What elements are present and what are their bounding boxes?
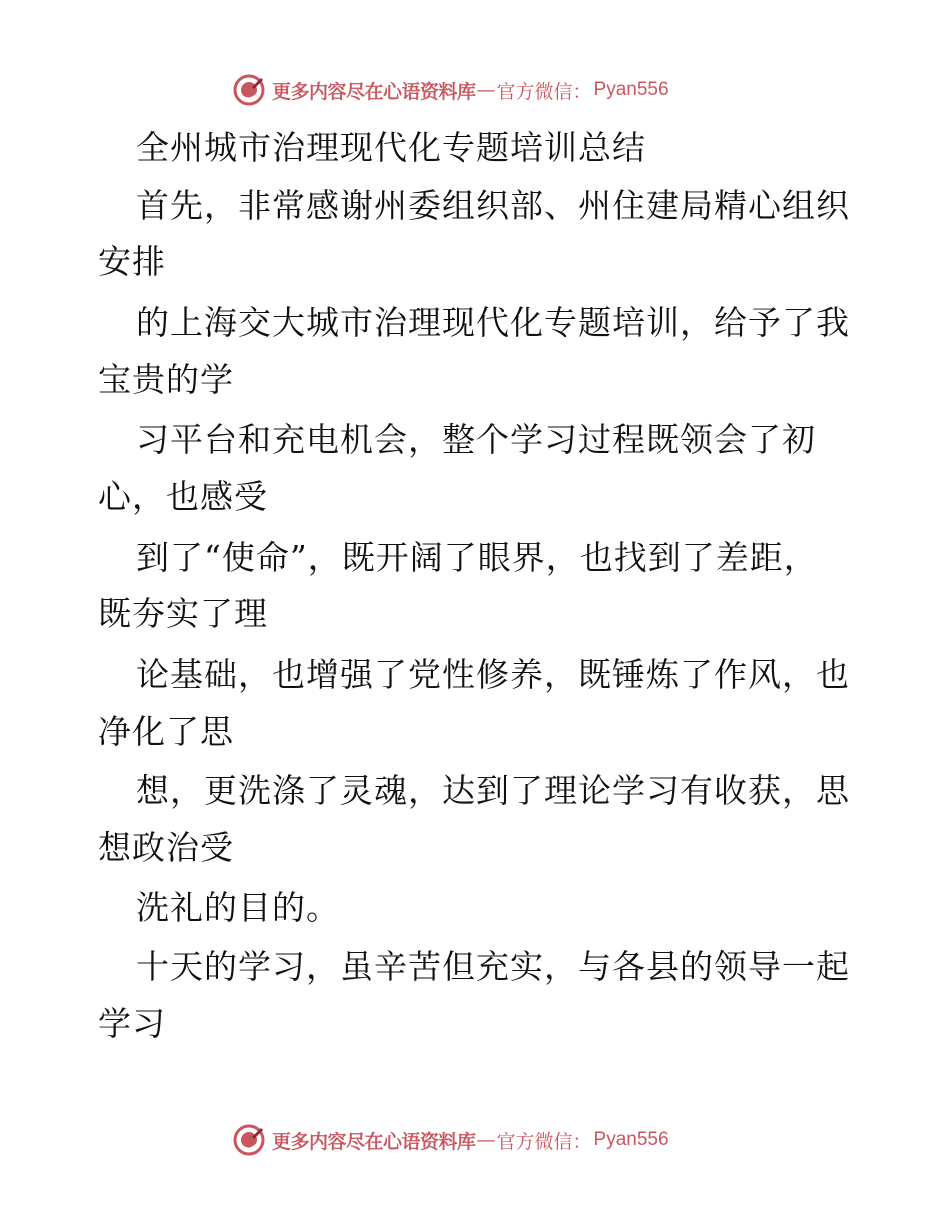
body-line: 想政治受: [98, 828, 234, 867]
footer-brand-text: 更多内容尽在心语资料库: [272, 1130, 476, 1153]
body-line: 论基础，也增强了党性修养，既锤炼了作风，也: [136, 655, 850, 694]
body-line: 到了“使命”，既开阔了眼界，也找到了差距，: [136, 538, 818, 577]
footer-dash: —: [476, 1129, 496, 1151]
body-line: 净化了思: [98, 712, 234, 751]
footer-wechat-id: Pyan556: [593, 1129, 669, 1150]
body-line: 心，也感受: [98, 477, 268, 516]
body-line: 想，更洗涤了灵魂，达到了理论学习有收获，思: [136, 771, 850, 810]
header-dash: —: [476, 79, 496, 101]
body-line: 洗礼的目的。: [136, 888, 340, 927]
body-line: 宝贵的学: [98, 360, 234, 399]
body-line: 的上海交大城市治理现代化专题培训，给予了我: [136, 303, 850, 342]
footer-banner[interactable]: [232, 1120, 732, 1160]
body-line: 首先，非常感谢州委组织部、州住建局精心组织: [136, 186, 850, 225]
body-line: 学习: [98, 1004, 166, 1043]
header-brand-text: 更多内容尽在心语资料库: [272, 80, 476, 103]
footer-official-label: 官方微信：: [496, 1130, 592, 1153]
header-banner[interactable]: [232, 70, 732, 110]
brand-logo-icon: [232, 1123, 266, 1157]
body-line: 既夯实了理: [98, 594, 268, 633]
document-title: 全州城市治理现代化专题培训总结: [136, 128, 646, 167]
brand-logo-icon: [232, 73, 266, 107]
body-line: 十天的学习，虽辛苦但充实，与各县的领导一起: [136, 947, 850, 986]
body-line: 习平台和充电机会，整个学习过程既领会了初: [136, 420, 816, 459]
body-line: 安排: [98, 242, 166, 281]
header-wechat-id: Pyan556: [593, 79, 669, 100]
header-official-label: 官方微信：: [496, 80, 592, 103]
